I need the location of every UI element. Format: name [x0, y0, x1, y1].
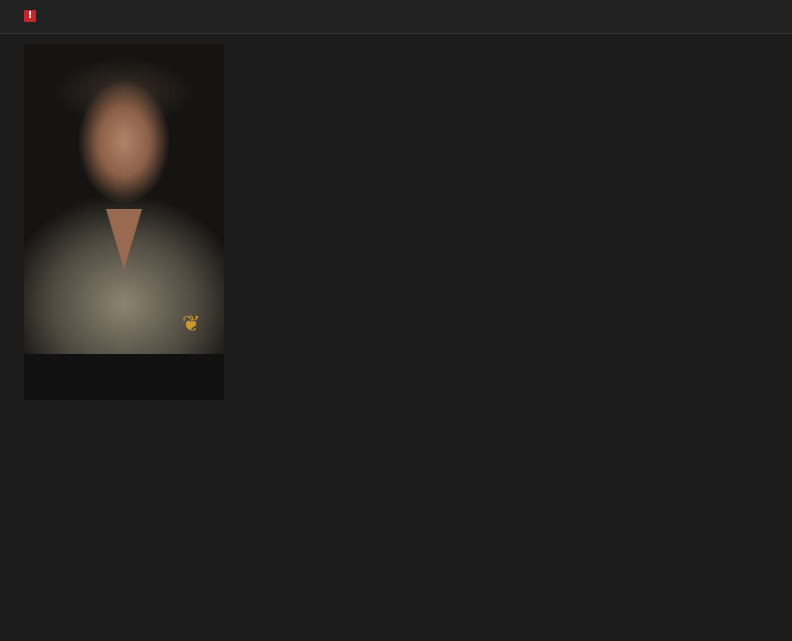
hp-panel [24, 354, 224, 400]
crest-emblem-icon: ❦ [182, 312, 201, 337]
avatar-collar-shape [106, 209, 142, 269]
character-avatar [24, 44, 224, 354]
post-header [0, 0, 792, 34]
post-alert-icon[interactable]: ! [24, 10, 36, 22]
